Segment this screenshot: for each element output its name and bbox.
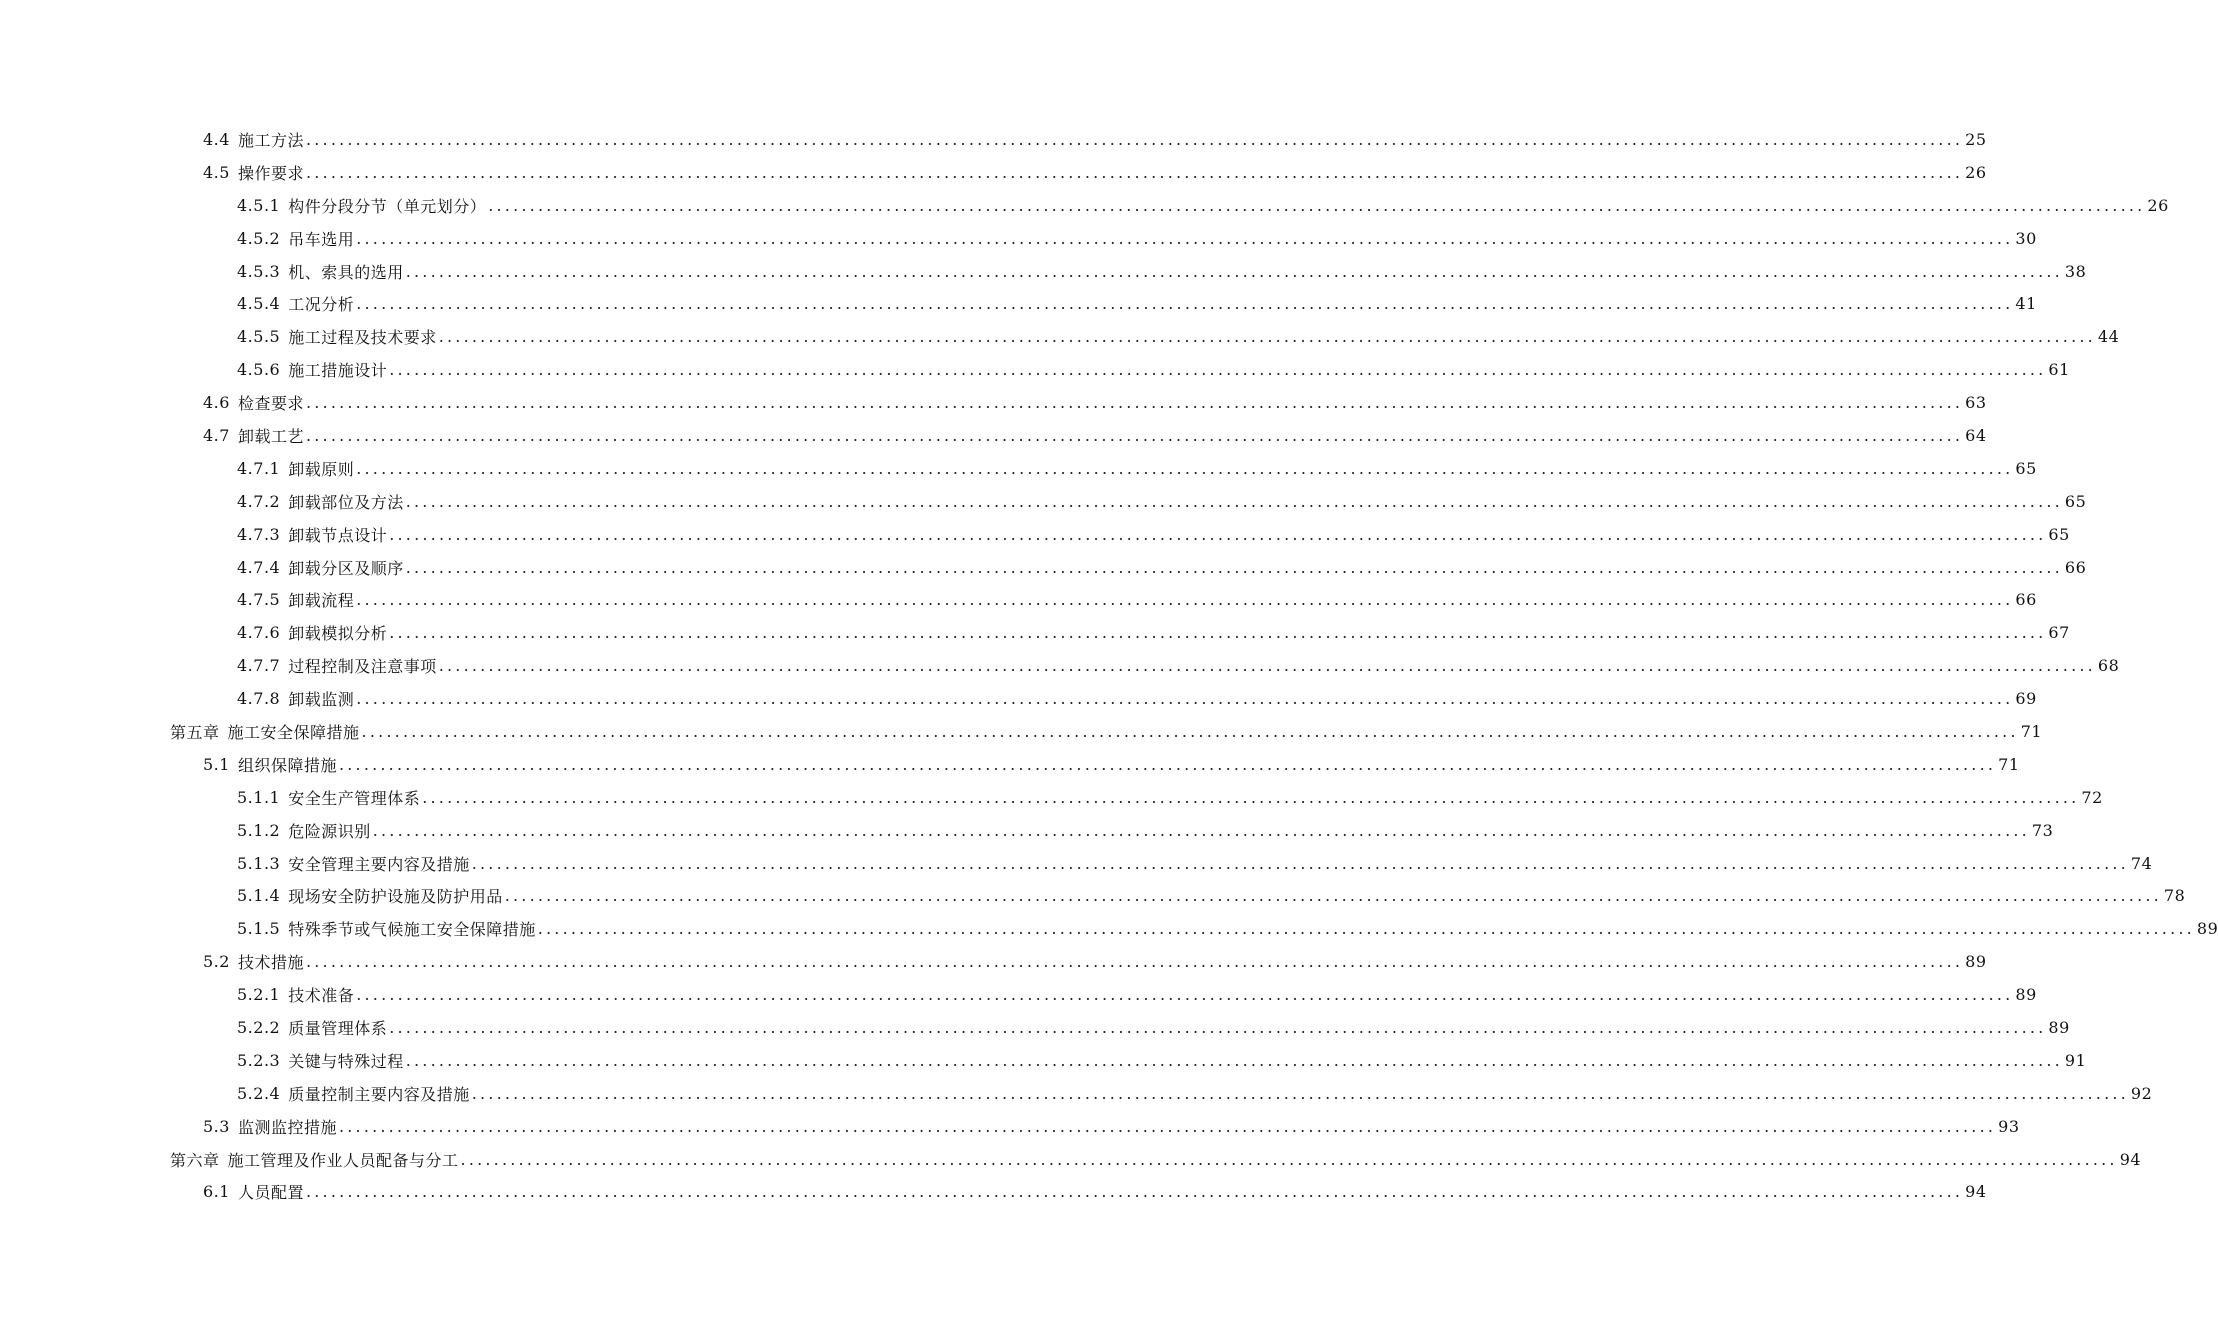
toc-entry-title: 工况分析: [288, 295, 355, 315]
toc-entry[interactable]: [0, 781, 2103, 814]
dot-leader: ........................................................................................................................................................................................................: [488, 195, 2146, 215]
toc-entry[interactable]: [0, 518, 2070, 551]
toc-entry-page: 69: [2015, 689, 2037, 709]
dot-leader: ........................................................................................................................................................................................................: [305, 1182, 1964, 1202]
toc-entry-page: 94: [1965, 1182, 1987, 1202]
toc-entry[interactable]: [0, 814, 2054, 847]
toc-entry-number: 4.4: [203, 129, 230, 149]
dot-leader: ........................................................................................................................................................................................................: [471, 1083, 2129, 1103]
toc-entry[interactable]: [0, 945, 1987, 978]
dot-leader: ........................................................................................................................................................................................................: [405, 491, 2063, 511]
toc-entry-title: 质量控制主要内容及措施: [288, 1084, 470, 1104]
toc-entry-title: 施工措施设计: [288, 361, 388, 381]
toc-entry[interactable]: [0, 912, 2218, 945]
toc-entry[interactable]: [0, 123, 1987, 156]
dot-leader: ........................................................................................................................................................................................................: [460, 1149, 2118, 1169]
dot-leader: ........................................................................................................................................................................................................: [338, 754, 1997, 774]
toc-entry-number: 5.2.2: [237, 1017, 281, 1037]
dot-leader: ........................................................................................................................................................................................................: [422, 787, 2080, 807]
toc-entry-page: 63: [1965, 393, 1987, 413]
toc-entry[interactable]: [0, 847, 2153, 880]
toc-entry[interactable]: [0, 748, 2020, 781]
toc-entry-number: 4.7.4: [237, 557, 281, 577]
toc-entry-page: 30: [2015, 228, 2037, 248]
toc-entry-page: 74: [2130, 853, 2153, 873]
toc-entry-title: 关键与特殊过程: [288, 1051, 404, 1071]
toc-entry-number: 5.1.5: [237, 919, 281, 939]
toc-entry-number: 4.7.3: [237, 524, 281, 544]
dot-leader: ........................................................................................................................................................................................................: [356, 985, 2014, 1005]
dot-leader: ........................................................................................................................................................................................................: [471, 853, 2129, 873]
toc-entry-page: 93: [1998, 1116, 2020, 1136]
toc-entry-number: 5.2.3: [237, 1050, 281, 1070]
toc-entry-page: 73: [2031, 820, 2054, 840]
toc-entry-page: 89: [2048, 1017, 2070, 1037]
toc-entry[interactable]: [0, 156, 1987, 189]
toc-entry-page: 71: [1998, 754, 2020, 774]
toc-entry[interactable]: [0, 583, 2037, 616]
toc-entry-number: 4.5.6: [237, 360, 281, 380]
toc-entry-page: 66: [2015, 590, 2037, 610]
toc-entry-page: 94: [2119, 1149, 2142, 1169]
toc-entry-number: 4.7.6: [237, 623, 281, 643]
toc-entry-page: 65: [2015, 458, 2037, 478]
toc-entry[interactable]: [0, 320, 2120, 353]
toc-entry-number: 4.7.2: [237, 491, 281, 511]
dot-leader: ........................................................................................................................................................................................................: [537, 919, 2195, 939]
toc-entry[interactable]: [0, 287, 2037, 320]
toc-entry[interactable]: [0, 616, 2070, 649]
toc-entry[interactable]: [0, 1143, 2142, 1176]
toc-entry-number: 5.2.4: [237, 1083, 281, 1103]
toc-entry[interactable]: [0, 551, 2087, 584]
toc-entry-number: 5.3: [203, 1116, 230, 1136]
toc-entry-title: 现场安全防护设施及防护用品: [288, 887, 503, 907]
dot-leader: ........................................................................................................................................................................................................: [356, 294, 2014, 314]
toc-entry-page: 89: [2196, 919, 2218, 939]
toc-entry[interactable]: [0, 189, 2169, 222]
toc-entry-page: 67: [2048, 623, 2070, 643]
toc-entry-number: 5.1.2: [237, 820, 281, 840]
toc-entry-title: 构件分段分节（单元划分）: [288, 196, 487, 216]
dot-leader: ........................................................................................................................................................................................................: [438, 656, 2096, 676]
toc-entry-title: 卸载节点设计: [288, 525, 388, 545]
toc-entry[interactable]: [0, 386, 1987, 419]
dot-leader: ........................................................................................................................................................................................................: [356, 458, 2014, 478]
toc-entry[interactable]: [0, 1110, 2020, 1143]
toc-entry[interactable]: [0, 1044, 2087, 1077]
toc-entry-number: 4.5.5: [237, 327, 281, 347]
toc-entry-title: 检查要求: [237, 394, 304, 414]
dot-leader: ........................................................................................................................................................................................................: [305, 162, 1964, 182]
toc-entry-title: 监测监控措施: [237, 1117, 337, 1137]
toc-entry-title: 施工管理及作业人员配备与分工: [227, 1150, 459, 1170]
toc-entry[interactable]: [0, 879, 2186, 912]
toc-entry-title: 卸载模拟分析: [288, 624, 388, 644]
toc-entry-number: 4.7.7: [237, 656, 281, 676]
toc-entry-page: 25: [1965, 129, 1987, 149]
toc-entry[interactable]: [0, 649, 2120, 682]
dot-leader: ........................................................................................................................................................................................................: [305, 425, 1964, 445]
toc-entry-page: 38: [2064, 261, 2087, 281]
toc-entry-number: 5.2.1: [237, 985, 281, 1005]
dot-leader: ........................................................................................................................................................................................................: [356, 689, 2014, 709]
dot-leader: ........................................................................................................................................................................................................: [361, 721, 2019, 741]
toc-entry-title: 人员配置: [237, 1183, 304, 1203]
toc-entry-page: 91: [2064, 1050, 2087, 1070]
toc-entry-page: 44: [2097, 327, 2120, 347]
toc-entry[interactable]: [0, 452, 2037, 485]
toc-entry-page: 92: [2130, 1083, 2153, 1103]
toc-entry-page: 61: [2048, 360, 2070, 380]
dot-leader: ........................................................................................................................................................................................................: [389, 623, 2047, 643]
dot-leader: ........................................................................................................................................................................................................: [389, 360, 2047, 380]
toc-entry-number: 4.7.1: [237, 458, 281, 478]
toc-entry-page: 64: [1965, 425, 1987, 445]
toc-entry-title: 技术准备: [288, 986, 355, 1006]
toc-entry-page: 41: [2015, 294, 2037, 314]
toc-entry-title: 卸载原则: [288, 459, 355, 479]
toc-entry-page: 89: [1965, 952, 1987, 972]
toc-entry-page: 65: [2064, 491, 2087, 511]
dot-leader: ........................................................................................................................................................................................................: [405, 261, 2063, 281]
toc-entry-title: 卸载分区及顺序: [288, 558, 404, 578]
toc-entry-title: 操作要求: [237, 163, 304, 183]
dot-leader: ........................................................................................................................................................................................................: [372, 820, 2030, 840]
toc-entry-title: 施工过程及技术要求: [288, 328, 437, 348]
toc-entry-title: 安全生产管理体系: [288, 788, 421, 808]
toc-entry-number: 4.7: [203, 425, 230, 445]
toc-entry[interactable]: [0, 485, 2087, 518]
toc-entry-page: 78: [2163, 886, 2186, 906]
dot-leader: ........................................................................................................................................................................................................: [305, 952, 1964, 972]
toc-entry-number: 4.5.2: [237, 228, 281, 248]
toc-entry-title: 卸载流程: [288, 591, 355, 611]
dot-leader: ........................................................................................................................................................................................................: [405, 1050, 2063, 1070]
toc-entry-number: 5.2: [203, 952, 230, 972]
toc-entry-number: 第六章: [170, 1150, 220, 1170]
toc-entry-title: 组织保障措施: [237, 755, 337, 775]
toc-entry-number: 5.1.3: [237, 853, 281, 873]
toc-entry-number: 6.1: [203, 1182, 230, 1202]
table-of-contents: [0, 123, 2218, 1208]
dot-leader: ........................................................................................................................................................................................................: [389, 1017, 2047, 1037]
toc-entry[interactable]: [0, 1011, 2070, 1044]
toc-entry-title: 质量管理体系: [288, 1018, 388, 1038]
toc-entry-title: 施工方法: [237, 130, 304, 150]
toc-entry-number: 5.1.1: [237, 787, 281, 807]
toc-entry[interactable]: [0, 353, 2070, 386]
toc-entry-page: 65: [2048, 524, 2070, 544]
toc-entry[interactable]: [0, 255, 2087, 288]
toc-entry-number: 4.5: [203, 162, 230, 182]
toc-entry-number: 4.6: [203, 393, 230, 413]
toc-entry[interactable]: [0, 978, 2037, 1011]
toc-entry-page: 71: [2020, 721, 2043, 741]
toc-entry-page: 72: [2081, 787, 2103, 807]
dot-leader: ........................................................................................................................................................................................................: [356, 228, 2014, 248]
toc-entry-page: 89: [2015, 985, 2037, 1005]
toc-entry-number: 4.7.8: [237, 689, 281, 709]
toc-entry-title: 过程控制及注意事项: [288, 657, 437, 677]
dot-leader: ........................................................................................................................................................................................................: [504, 886, 2162, 906]
toc-entry-page: 26: [2147, 195, 2169, 215]
toc-entry-title: 技术措施: [237, 953, 304, 973]
toc-entry-title: 卸载监测: [288, 690, 355, 710]
toc-entry-number: 4.5.1: [237, 195, 281, 215]
toc-entry-title: 特殊季节或气候施工安全保障措施: [288, 920, 536, 940]
toc-entry-title: 卸载工艺: [237, 426, 304, 446]
toc-entry-number: 5.1.4: [237, 886, 281, 906]
toc-entry-title: 施工安全保障措施: [227, 722, 360, 742]
toc-entry-page: 68: [2097, 656, 2120, 676]
toc-entry-number: 5.1: [203, 754, 230, 774]
dot-leader: ........................................................................................................................................................................................................: [389, 524, 2047, 544]
toc-entry[interactable]: [0, 1077, 2153, 1110]
toc-entry[interactable]: [0, 715, 2043, 748]
toc-entry[interactable]: [0, 419, 1987, 452]
toc-entry-page: 66: [2064, 557, 2087, 577]
dot-leader: ........................................................................................................................................................................................................: [405, 557, 2063, 577]
toc-entry-title: 危险源识别: [288, 821, 371, 841]
toc-entry[interactable]: [0, 1176, 1987, 1209]
dot-leader: ........................................................................................................................................................................................................: [338, 1116, 1997, 1136]
dot-leader: ........................................................................................................................................................................................................: [305, 393, 1964, 413]
toc-entry-number: 4.5.4: [237, 294, 281, 314]
toc-entry[interactable]: [0, 222, 2037, 255]
dot-leader: ........................................................................................................................................................................................................: [305, 129, 1964, 149]
toc-entry-title: 吊车选用: [288, 229, 355, 249]
dot-leader: ........................................................................................................................................................................................................: [356, 590, 2014, 610]
dot-leader: ........................................................................................................................................................................................................: [438, 327, 2096, 347]
toc-entry-title: 机、索具的选用: [288, 262, 404, 282]
toc-entry-number: 第五章: [170, 722, 220, 742]
toc-entry-number: 4.7.5: [237, 590, 281, 610]
toc-entry-title: 卸载部位及方法: [288, 492, 404, 512]
toc-entry-title: 安全管理主要内容及措施: [288, 854, 470, 874]
toc-entry[interactable]: [0, 682, 2037, 715]
toc-entry-number: 4.5.3: [237, 261, 281, 281]
toc-entry-page: 26: [1965, 162, 1987, 182]
